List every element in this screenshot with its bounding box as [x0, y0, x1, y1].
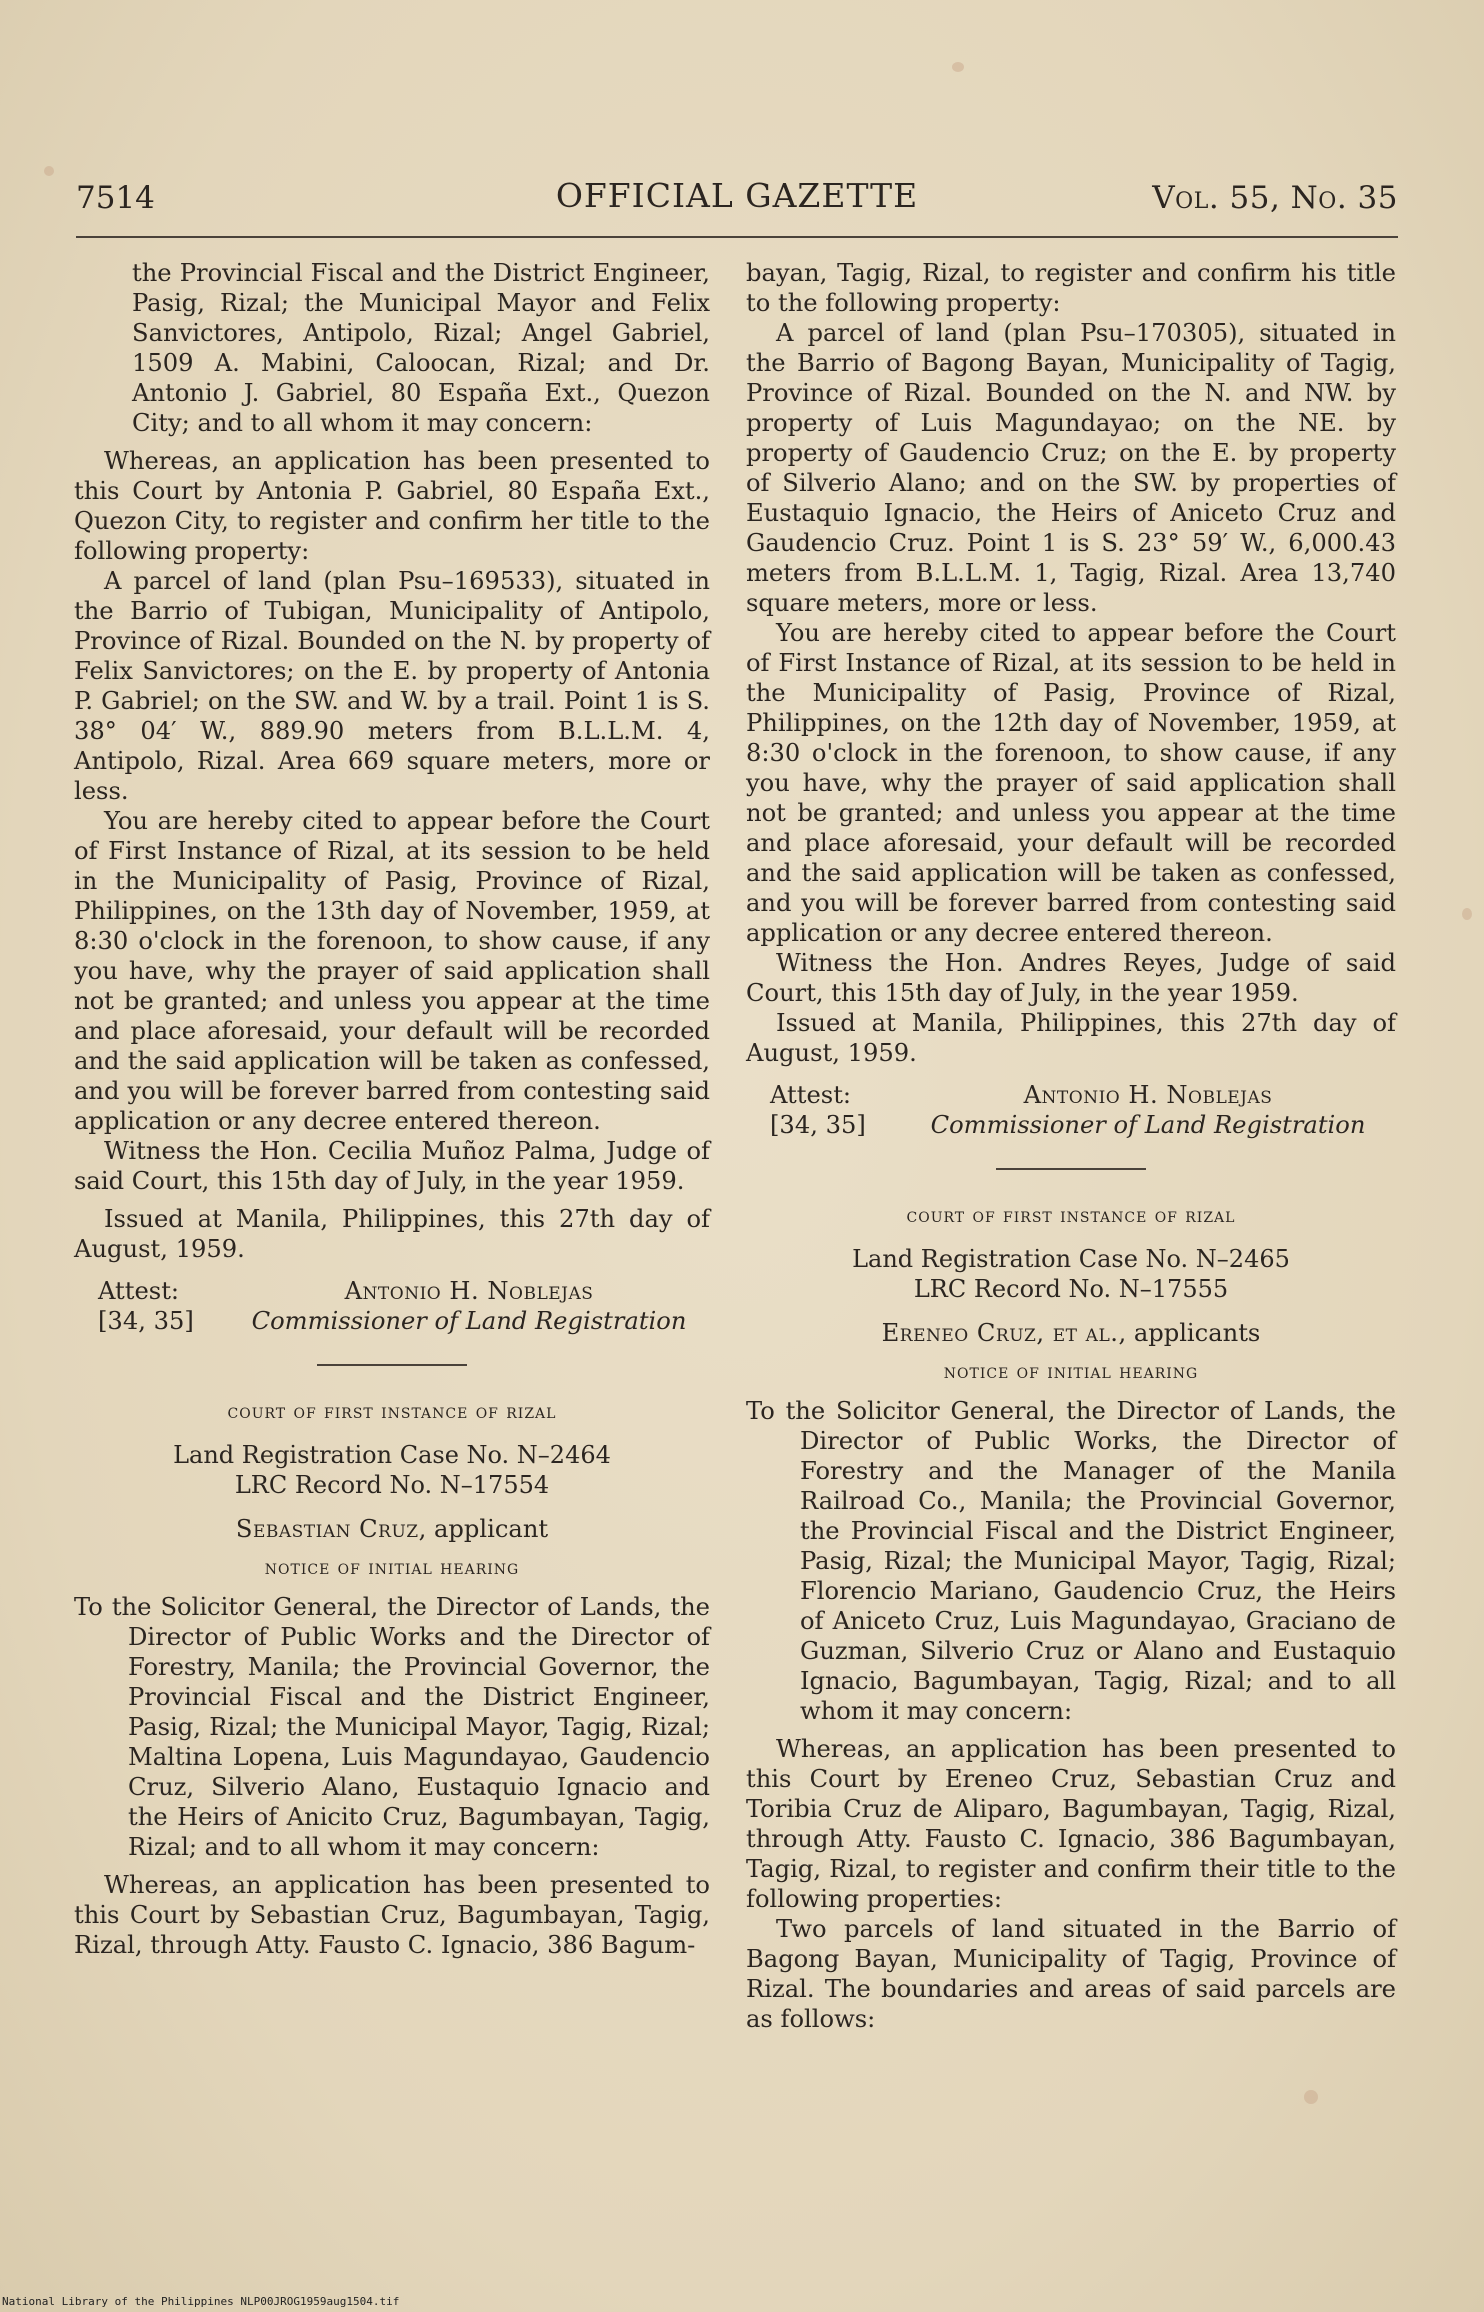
whereas-paragraph: Whereas, an application has been presented to this Court by Ereneo Cruz, Sebastian Cruz and Toribia Cruz de Aliparo, Bagumbayan, Tagig, Rizal, through Atty. Fausto C. Ignacio, 386 Bagumbayan, Tagig, Rizal, to register and confirm their title to the following properties: — [746, 1735, 1396, 1913]
publication-title: OFFICIAL GAZETTE — [555, 176, 919, 215]
applicant-role: , applicants — [1118, 1319, 1261, 1347]
applicant-role: , applicant — [418, 1515, 549, 1543]
whereas-paragraph: Whereas, an application has been presented to this Court by Sebastian Cruz, Bagumbayan, Tagig, Rizal, through Atty. Fausto C. Ignacio, 386 Bagum- — [74, 1871, 710, 1959]
whereas-continued: bayan, Tagig, Rizal, to register and confirm his title to the following property: — [746, 259, 1396, 317]
page-number: 7514 — [76, 180, 155, 216]
attest-label: Attest: — [98, 1277, 180, 1305]
signatory-name: Antonio H. Noblejas — [344, 1277, 594, 1305]
left-column — [74, 258, 710, 1960]
case-number-text: Land Registration Case No. N–2464 — [173, 1441, 611, 1469]
notice-heading: notice of initial hearing — [943, 1359, 1199, 1383]
applicant-line — [746, 1318, 1396, 1348]
page-header — [76, 172, 1398, 228]
addressees-continued: the Provincial Fiscal and the District Engineer, Pasig, Rizal; the Municipal Mayor and Felix Sanvictores, Antipolo, Rizal; Angel Gabriel, 1509 A. Mabini, Caloocan, Rizal; and Dr. Antonio J. Gabriel, 80 España Ext., Quezon City; and to all whom it may concern: — [132, 259, 710, 437]
scan-footer: National Library of the Philippines NLP00JROG1959aug1504.tif — [2, 2295, 400, 2308]
lrc-record: LRC Record No. N–17554 — [234, 1471, 550, 1499]
whereas-paragraph: Whereas, an application has been presented to this Court by Antonia P. Gabriel, 80 España Ext., Quezon City, to register and confirm her title to the following property: — [74, 447, 710, 565]
signatory-name: Antonio H. Noblejas — [1023, 1081, 1273, 1109]
attest-reference: [34, 35] — [770, 1111, 866, 1139]
attest-reference: [34, 35] — [98, 1307, 194, 1335]
parcels-paragraph: Two parcels of land situated in the Barrio of Bagong Bayan, Municipality of Tagig, Province of Rizal. The boundaries and areas of said parcels are as follows: — [746, 1915, 1396, 2033]
case-number — [746, 1244, 1396, 1304]
notice-heading: notice of initial hearing — [264, 1555, 520, 1579]
parcel-description: A parcel of land (plan Psu–170305), situated in the Barrio of Bagong Bayan, Municipality of Tagig, Province of Rizal. Bounded on the N. and NW. by property of Luis Magundayao; on the NE. by property of Gaudencio Cruz; on the E. by property of Silverio Alano; and on the SW. by properties of Eustaquio Ignacio, the Heirs of Aniceto Cruz and Gaudencio Cruz. Point 1 is S. 23° 59′ W., 6,000.43 meters from B.L.L.M. 1, Tagig, Rizal. Area 13,740 square meters, more or less. — [746, 319, 1396, 617]
applicant-name: Sebastian Cruz — [235, 1515, 419, 1543]
court-heading: court of first instance of rizal — [227, 1399, 557, 1423]
citation-paragraph: You are hereby cited to appear before the Court of First Instance of Rizal, at its session to be held in the Municipality of Pasig, Province of Rizal, Philippines, on the 13th day of November, 1959, at 8:30 o'clock in the forenoon, to show cause, if any you have, why the prayer of said application shall not be granted; and unless you appear at the time and place aforesaid, your default will be recorded and the said application will be taken as confessed, and you will be forever barred from contesting said application or any decree entered thereon. — [74, 807, 710, 1135]
addressees: To the Solicitor General, the Director of Lands, the Director of Public Works, the Director of Forestry and the Manager of the Manila Railroad Co., Manila; the Provincial Governor, the Provincial Fiscal and the District Engineer, Pasig, Rizal; the Municipal Mayor, Tagig, Rizal; Florencio Mariano, Gaudencio Cruz, the Heirs of Aniceto Cruz, Luis Magundayao, Graciano de Guzman, Silverio Cruz or Alano and Eustaquio Ignacio, Bagumbayan, Tagig, Rizal; and to all whom it may concern: — [746, 1397, 1396, 1725]
witness-paragraph: Witness the Hon. Andres Reyes, Judge of said Court, this 15th day of July, in the year 1959. — [746, 949, 1396, 1007]
witness-paragraph: Witness the Hon. Cecilia Muñoz Palma, Judge of said Court, this 15th day of July, in the year 1959. — [74, 1137, 710, 1195]
paper-stain — [44, 166, 54, 176]
applicant-name: Ereneo Cruz, et al. — [881, 1319, 1119, 1347]
header-rule — [76, 236, 1398, 238]
court-heading: court of first instance of rizal — [906, 1203, 1236, 1227]
citation-paragraph: You are hereby cited to appear before the Court of First Instance of Rizal, at its session to be held in the Municipality of Pasig, Province of Rizal, Philippines, on the 12th day of November, 1959, at 8:30 o'clock in the forenoon, to show cause, if any you have, why the prayer of said application shall not be granted; and unless you appear at the time and place aforesaid, your default will be recorded and the said application will be taken as confessed, and you will be forever barred from contesting said application or any decree entered thereon. — [746, 619, 1396, 947]
case-number-text: Land Registration Case No. N–2465 — [852, 1245, 1290, 1273]
volume-number: Vol. 55, No. 35 — [1152, 180, 1398, 216]
signatory-title: Commissioner of Land Registration — [251, 1307, 687, 1335]
applicant-line — [74, 1514, 710, 1544]
right-column — [746, 258, 1396, 2034]
section-divider — [317, 1364, 467, 1366]
parcel-description: A parcel of land (plan Psu–169533), situated in the Barrio of Tubigan, Municipality of Antipolo, Province of Rizal. Bounded on the N. by property of Felix Sanvictores; on the E. by property of Antonia P. Gabriel; on the SW. and W. by a trail. Point 1 is S. 38° 04′ W., 889.90 meters from B.L.L.M. 4, Antipolo, Rizal. Area 669 square meters, more or less. — [74, 567, 710, 805]
case-number — [74, 1440, 710, 1500]
paper-stain — [1304, 2090, 1318, 2104]
attestation-block — [98, 1276, 710, 1336]
issued-paragraph: Issued at Manila, Philippines, this 27th day of August, 1959. — [746, 1009, 1396, 1067]
attest-label: Attest: — [770, 1081, 852, 1109]
paper-stain — [952, 62, 964, 72]
section-divider — [996, 1168, 1146, 1170]
issued-paragraph: Issued at Manila, Philippines, this 27th day of August, 1959. — [74, 1205, 710, 1263]
lrc-record: LRC Record No. N–17555 — [913, 1275, 1229, 1303]
attestation-block — [770, 1080, 1396, 1140]
signatory-title: Commissioner of Land Registration — [930, 1111, 1366, 1139]
paper-stain — [1462, 908, 1472, 920]
addressees: To the Solicitor General, the Director of Lands, the Director of Public Works and the Director of Forestry, Manila; the Provincial Governor, the Provincial Fiscal and the District Engineer, Pasig, Rizal; the Municipal Mayor, Tagig, Rizal; Maltina Lopena, Luis Magundayao, Gaudencio Cruz, Silverio Alano, Eustaquio Ignacio and the Heirs of Anicito Cruz, Bagumbayan, Tagig, Rizal; and to all whom it may concern: — [74, 1593, 710, 1861]
